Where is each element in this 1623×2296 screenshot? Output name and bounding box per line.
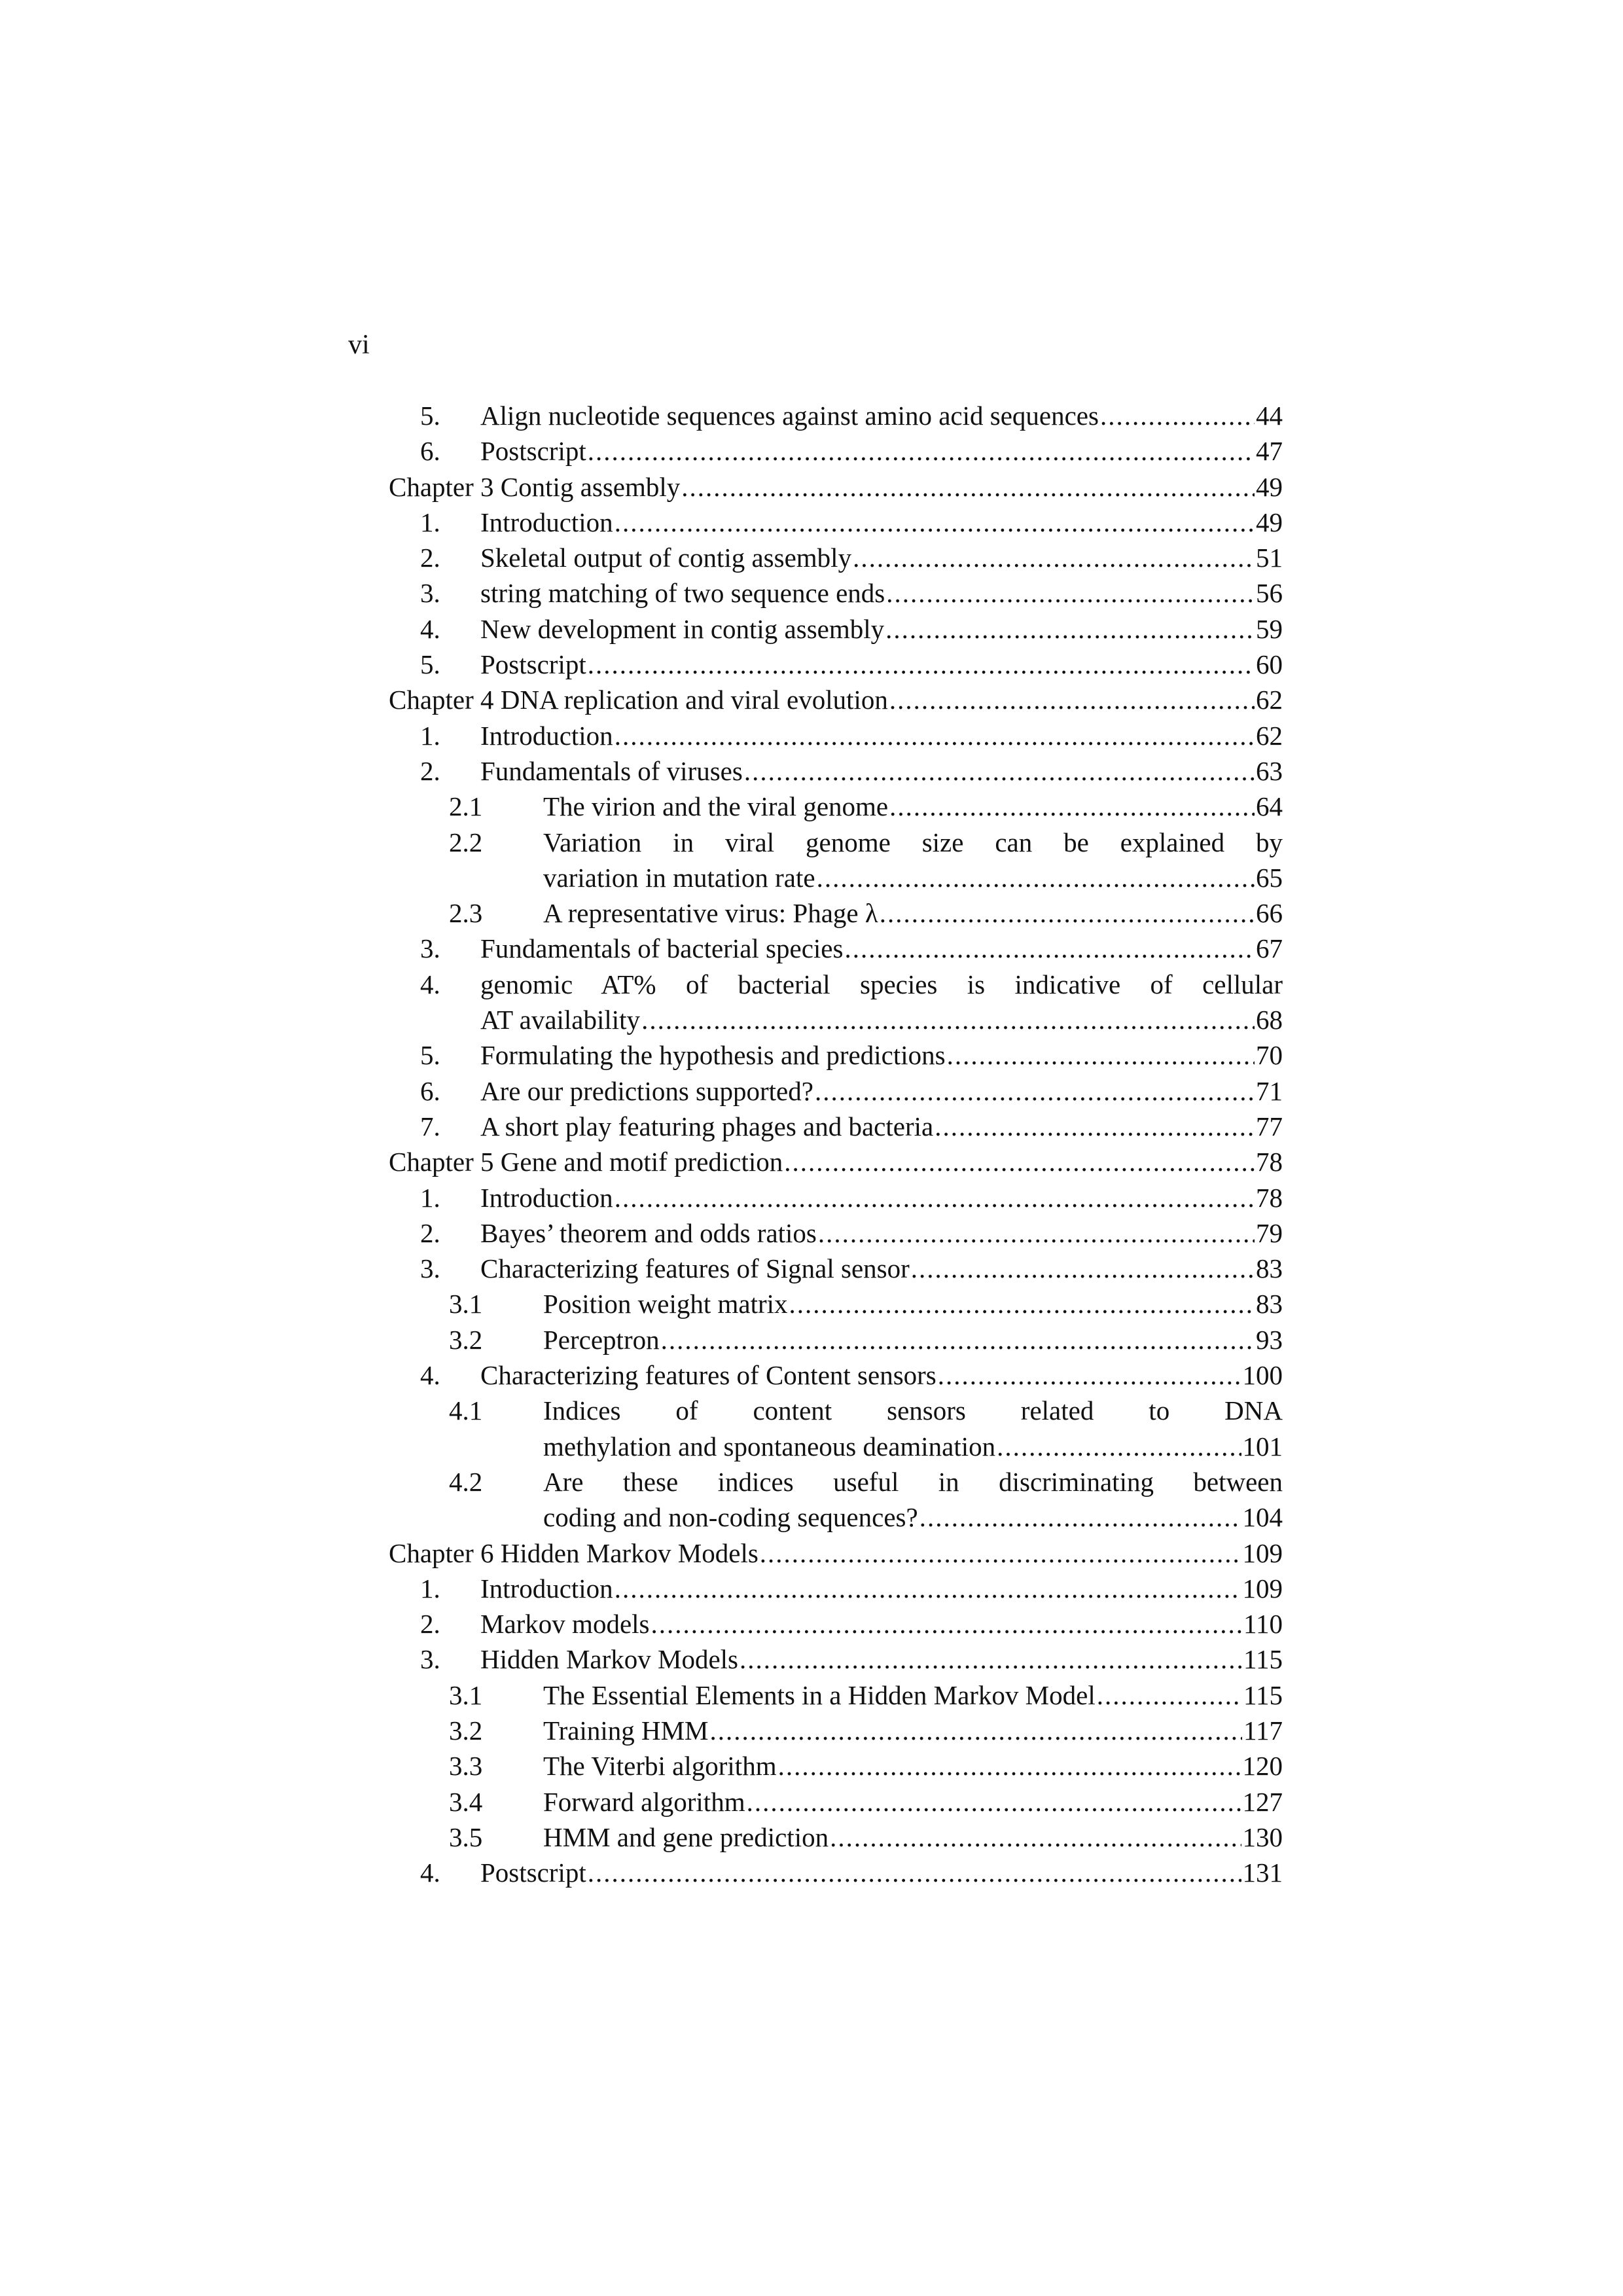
toc-entry [389, 433, 1283, 469]
toc-entry-title: A representative virus: Phage λ [543, 898, 878, 929]
toc-entry-title: Training HMM [543, 1715, 709, 1746]
toc-entry-continuation [389, 1499, 1283, 1535]
toc-leader-dots [889, 682, 1255, 717]
toc-entry-page: 62 [1256, 720, 1283, 751]
toc-entry-title: Fundamentals of viruses [480, 755, 743, 786]
toc-entry-number: 2.1 [449, 791, 483, 822]
toc-entry-number: 4.1 [449, 1395, 483, 1426]
toc-entry-page: 79 [1256, 1217, 1283, 1248]
toc-entry-page: 44 [1256, 401, 1283, 431]
toc-entry [389, 1357, 1283, 1393]
toc-entry-page: 120 [1242, 1751, 1283, 1782]
toc-entry-number: 3.3 [449, 1751, 483, 1782]
toc-entry-title: Chapter 4 DNA replication and viral evolution [389, 685, 888, 715]
toc-entry-number: 6. [420, 436, 440, 467]
toc-entry [389, 1784, 1283, 1820]
toc-entry-page: 49 [1256, 471, 1283, 502]
toc-entry-line [480, 1073, 1283, 1109]
toc-leader-dots [1100, 398, 1255, 433]
toc-entry-title: Chapter 5 Gene and motif prediction [389, 1147, 783, 1177]
toc-leader-dots [641, 1002, 1255, 1037]
toc-entry-page: 65 [1256, 862, 1283, 893]
toc-entry-title: Are these indices useful in discriminating between [543, 1466, 1283, 1497]
toc-entry-title: Are our predictions supported? [480, 1075, 813, 1106]
toc-entry-title: Align nucleotide sequences against amino acid sequences [480, 401, 1099, 431]
toc-entry [389, 575, 1283, 611]
toc-leader-dots [830, 1820, 1241, 1855]
toc-entry-title: A short play featuring phages and bacteria [480, 1111, 934, 1141]
toc-entry-number: 5. [420, 649, 440, 680]
toc-entry-number: 4. [420, 613, 440, 644]
toc-entry-line [480, 1180, 1283, 1215]
toc-entry-number: 5. [420, 401, 440, 431]
toc-entry [389, 1215, 1283, 1251]
toc-entry [389, 611, 1283, 647]
toc-entry-title: genomic AT% of bacterial species is indicative of cellular [480, 969, 1283, 999]
toc-leader-dots [651, 1606, 1243, 1641]
toc-entry [389, 1109, 1283, 1144]
toc-entry-line [480, 1215, 1283, 1251]
toc-leader-dots [588, 433, 1255, 469]
toc-leader-dots [760, 1535, 1241, 1571]
toc-entry-number: 4.2 [449, 1466, 483, 1497]
toc-entry-line [480, 1002, 1283, 1037]
toc-entry-page: 127 [1242, 1786, 1283, 1817]
toc-entry-number: 3. [420, 933, 440, 964]
toc-entry-title: Perceptron [543, 1324, 660, 1355]
toc-entry-continuation [389, 860, 1283, 895]
toc-entry-number: 1. [420, 720, 440, 751]
toc-entry-number: 1. [420, 507, 440, 537]
toc-entry [389, 718, 1283, 753]
toc-entry-line [543, 1677, 1283, 1713]
toc-entry [389, 1322, 1283, 1357]
toc-entry-title-continued: methylation and spontaneous deamination [543, 1431, 996, 1462]
toc-leader-dots [661, 1322, 1255, 1357]
toc-leader-dots [886, 575, 1255, 611]
toc-entry-title-continued: AT availability [480, 1005, 641, 1035]
toc-entry-number: 4. [420, 1360, 440, 1391]
toc-entry-page: 71 [1256, 1075, 1283, 1106]
toc-entry-continuation [389, 1429, 1283, 1464]
toc-entry-number: 3.2 [449, 1715, 483, 1746]
toc-entry-number: 6. [420, 1075, 440, 1106]
toc-entry-page: 131 [1242, 1857, 1283, 1888]
toc-entry-page: 62 [1256, 685, 1283, 715]
toc-leader-dots [844, 931, 1255, 966]
toc-entry-line [543, 1322, 1283, 1357]
toc-entry-page: 49 [1256, 507, 1283, 537]
toc-entry-page: 67 [1256, 933, 1283, 964]
toc-entry-line [389, 1535, 1283, 1571]
toc-entry-line [480, 1357, 1283, 1393]
toc-entry [389, 1855, 1283, 1890]
toc-entry-title: string matching of two sequence ends [480, 578, 885, 609]
toc-entry-page: 78 [1256, 1147, 1283, 1177]
toc-entry [389, 895, 1283, 931]
toc-entry-page: 56 [1256, 578, 1283, 609]
toc-entry-title: New development in contig assembly [480, 613, 885, 644]
toc-chapter-entry [389, 682, 1283, 717]
toc-entry-page: 83 [1256, 1289, 1283, 1319]
toc-entry-number: 3.1 [449, 1289, 483, 1319]
toc-entry-line [543, 1713, 1283, 1748]
toc-entry [389, 647, 1283, 682]
toc-entry-line [543, 825, 1283, 860]
toc-entry-line [389, 469, 1283, 505]
toc-entry-title: Introduction [480, 1182, 613, 1213]
toc-entry-page: 109 [1242, 1537, 1283, 1568]
toc-entry-title: Characterizing features of Content sensors [480, 1360, 936, 1391]
toc-entry-page: 83 [1256, 1253, 1283, 1284]
toc-entry-line [480, 505, 1283, 540]
toc-entry-page: 70 [1256, 1040, 1283, 1071]
toc-entry-number: 3. [420, 1253, 440, 1284]
toc-entry [389, 1641, 1283, 1677]
toc-entry [389, 1464, 1283, 1499]
toc-entry [389, 1713, 1283, 1748]
toc-leader-dots [935, 1109, 1255, 1144]
toc-entry-title: The Essential Elements in a Hidden Markov Model [543, 1679, 1096, 1710]
toc-entry [389, 1073, 1283, 1109]
toc-entry [389, 1180, 1283, 1215]
toc-entry-title: Chapter 3 Contig assembly [389, 471, 681, 502]
toc-entry-page: 109 [1242, 1573, 1283, 1604]
toc-leader-dots [778, 1748, 1241, 1784]
toc-entry-line [480, 1109, 1283, 1144]
toc-entry-page: 68 [1256, 1005, 1283, 1035]
toc-entry-line [543, 1784, 1283, 1820]
toc-entry [389, 1820, 1283, 1855]
toc-entry [389, 540, 1283, 575]
toc-leader-dots [744, 753, 1255, 789]
toc-chapter-entry [389, 469, 1283, 505]
toc-entry-line [480, 1037, 1283, 1073]
toc-leader-dots [817, 860, 1255, 895]
toc-entry-number: 2. [420, 1217, 440, 1248]
toc-entry-line [389, 1144, 1283, 1179]
toc-entry-line [543, 789, 1283, 824]
toc-entry-line [480, 753, 1283, 789]
toc-entry [389, 1677, 1283, 1713]
toc-entry-line [543, 1748, 1283, 1784]
toc-leader-dots [815, 1073, 1255, 1109]
table-of-contents [389, 398, 1283, 1890]
toc-entry [389, 1606, 1283, 1641]
toc-entry-title: Skeletal output of contig assembly [480, 543, 852, 573]
toc-chapter-entry [389, 1144, 1283, 1179]
page-number: vi [348, 330, 370, 360]
toc-leader-dots [615, 1571, 1241, 1606]
toc-leader-dots [853, 540, 1255, 575]
toc-entry-number: 3.1 [449, 1679, 483, 1710]
toc-entry-title: Bayes’ theorem and odds ratios [480, 1217, 817, 1248]
toc-entry-title: Forward algorithm [543, 1786, 745, 1817]
toc-entry-page: 117 [1243, 1715, 1283, 1746]
toc-entry-number: 3.4 [449, 1786, 483, 1817]
toc-entry [389, 967, 1283, 1002]
toc-entry-title: Introduction [480, 720, 613, 751]
toc-entry [389, 398, 1283, 433]
toc-entry-line [480, 967, 1283, 1002]
toc-entry [389, 1571, 1283, 1606]
toc-entry [389, 1251, 1283, 1286]
toc-entry-line [480, 718, 1283, 753]
toc-leader-dots [747, 1784, 1241, 1820]
toc-entry [389, 789, 1283, 824]
toc-entry-page: 130 [1242, 1821, 1283, 1852]
toc-entry-line [543, 1499, 1283, 1535]
toc-entry-line [543, 1393, 1283, 1428]
toc-leader-dots [615, 505, 1255, 540]
toc-entry-title: Postscript [480, 436, 586, 467]
toc-entry-number: 3.2 [449, 1324, 483, 1355]
toc-entry-number: 2. [420, 1609, 440, 1640]
toc-entry-title: Indices of content sensors related to DNA [543, 1395, 1283, 1426]
toc-entry-line [480, 398, 1283, 433]
toc-entry [389, 931, 1283, 966]
toc-entry-page: 51 [1256, 543, 1283, 573]
toc-entry-title: The virion and the viral genome [543, 791, 889, 822]
toc-entry-number: 2.3 [449, 898, 483, 929]
toc-entry-number: 2. [420, 755, 440, 786]
toc-leader-dots [784, 1144, 1255, 1179]
toc-entry-line [480, 1641, 1283, 1677]
toc-entry-title: Formulating the hypothesis and predictions [480, 1040, 946, 1071]
toc-leader-dots [1097, 1677, 1242, 1713]
toc-entry-page: 63 [1256, 755, 1283, 786]
toc-entry-page: 115 [1243, 1679, 1283, 1710]
toc-entry-page: 101 [1242, 1431, 1283, 1462]
toc-entry-number: 4. [420, 969, 440, 999]
toc-entry-number: 4. [420, 1857, 440, 1888]
toc-entry-page: 60 [1256, 649, 1283, 680]
toc-entry-line [543, 1464, 1283, 1499]
toc-entry-number: 2. [420, 543, 440, 573]
toc-entry-title: Markov models [480, 1609, 650, 1640]
toc-entry [389, 1748, 1283, 1784]
toc-leader-dots [710, 1713, 1243, 1748]
toc-entry-page: 104 [1242, 1502, 1283, 1533]
toc-entry-continuation [389, 1002, 1283, 1037]
toc-entry [389, 1393, 1283, 1428]
toc-entry-line [543, 1286, 1283, 1321]
toc-entry-number: 3.5 [449, 1821, 483, 1852]
toc-entry-number: 7. [420, 1111, 440, 1141]
toc-chapter-entry [389, 1535, 1283, 1571]
toc-entry-page: 115 [1243, 1644, 1283, 1675]
toc-entry-page: 110 [1243, 1609, 1283, 1640]
toc-entry [389, 753, 1283, 789]
toc-entry-line [480, 433, 1283, 469]
toc-leader-dots [880, 895, 1255, 931]
toc-entry-page: 47 [1256, 436, 1283, 467]
toc-entry-page: 77 [1256, 1111, 1283, 1141]
toc-leader-dots [588, 647, 1255, 682]
toc-entry-line [480, 540, 1283, 575]
toc-leader-dots [615, 1180, 1255, 1215]
toc-entry-line [389, 682, 1283, 717]
toc-entry-line [480, 575, 1283, 611]
toc-leader-dots [889, 789, 1255, 824]
toc-entry-title: Hidden Markov Models [480, 1644, 739, 1675]
toc-entry-page: 100 [1242, 1360, 1283, 1391]
toc-leader-dots [947, 1037, 1255, 1073]
toc-entry-title: Characterizing features of Signal sensor [480, 1253, 910, 1284]
toc-entry-title: HMM and gene prediction [543, 1821, 829, 1852]
toc-entry-page: 93 [1256, 1324, 1283, 1355]
toc-leader-dots [938, 1357, 1241, 1393]
toc-leader-dots [588, 1855, 1241, 1890]
toc-leader-dots [740, 1641, 1242, 1677]
toc-entry-page: 78 [1256, 1182, 1283, 1213]
toc-entry-line [480, 931, 1283, 966]
toc-entry [389, 825, 1283, 860]
toc-entry [389, 1286, 1283, 1321]
toc-entry-page: 66 [1256, 898, 1283, 929]
toc-entry-title-continued: coding and non-coding sequences? [543, 1502, 918, 1533]
toc-entry-title: Postscript [480, 1857, 586, 1888]
toc-leader-dots [818, 1215, 1255, 1251]
toc-entry-page: 64 [1256, 791, 1283, 822]
toc-leader-dots [885, 611, 1255, 647]
toc-entry-number: 2.2 [449, 827, 483, 857]
toc-entry-line [480, 647, 1283, 682]
toc-entry-title: Fundamentals of bacterial species [480, 933, 844, 964]
toc-leader-dots [615, 718, 1255, 753]
toc-entry [389, 505, 1283, 540]
toc-entry-line [480, 1251, 1283, 1286]
toc-entry-title: Position weight matrix [543, 1289, 788, 1319]
toc-entry-number: 5. [420, 1040, 440, 1071]
toc-entry [389, 1037, 1283, 1073]
toc-leader-dots [789, 1286, 1255, 1321]
toc-entry-title: The Viterbi algorithm [543, 1751, 777, 1782]
toc-entry-title: Postscript [480, 649, 586, 680]
toc-entry-number: 3. [420, 1644, 440, 1675]
toc-leader-dots [911, 1251, 1255, 1286]
toc-entry-line [543, 1820, 1283, 1855]
toc-entry-title: Introduction [480, 507, 613, 537]
toc-leader-dots [681, 469, 1255, 505]
toc-entry-title-continued: variation in mutation rate [543, 862, 815, 893]
toc-entry-number: 1. [420, 1573, 440, 1604]
toc-entry-page: 59 [1256, 613, 1283, 644]
toc-entry-line [480, 1855, 1283, 1890]
toc-entry-line [480, 611, 1283, 647]
toc-entry-title: Chapter 6 Hidden Markov Models [389, 1537, 758, 1568]
toc-leader-dots [997, 1429, 1241, 1464]
toc-entry-line [480, 1571, 1283, 1606]
toc-entry-line [543, 1429, 1283, 1464]
toc-leader-dots [919, 1499, 1241, 1535]
toc-entry-line [543, 860, 1283, 895]
toc-entry-title: Introduction [480, 1573, 613, 1604]
toc-entry-number: 3. [420, 578, 440, 609]
toc-entry-title: Variation in viral genome size can be explained by [543, 827, 1283, 857]
toc-entry-line [480, 1606, 1283, 1641]
toc-entry-line [543, 895, 1283, 931]
toc-entry-number: 1. [420, 1182, 440, 1213]
